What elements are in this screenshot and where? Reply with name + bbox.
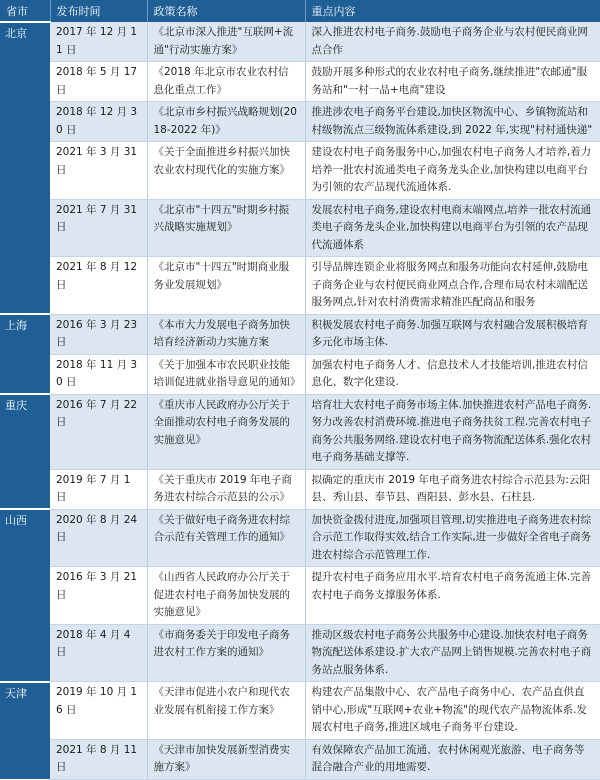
table-row [0,314,600,354]
table-row [0,102,600,142]
table-row [0,624,600,682]
table-row [0,199,600,257]
table-row [0,142,600,200]
date-cell: 2019 年 7 月 1 日 [50,469,147,509]
content-cell: 推动区级农村电子商务公共服务中心建设.加快农村电子商务物流配送体系建设.扩大农产品网上销售规模.完善农村电子商务站点服务体系. [305,624,600,682]
policy-cell: 《北京市乡村振兴战略规划(2018-2022 年)》 [147,102,305,142]
date-cell: 2021 年 7 月 31 日 [50,199,147,257]
content-cell: 引导品牌连锁企业将服务网点和服务功能向农村延伸,鼓励电子商务企业与农村便民商业网点合作,合理布局农村末端配送服务网点,针对农村消费需求精准匹配商品和服务 [305,257,600,315]
date-cell: 2017 年 12 月 11 日 [50,22,147,62]
policy-cell: 《关于做好电子商务进农村综合示范有关管理工作的通知》 [147,509,305,567]
header-policy: 政策名称 [147,0,305,22]
table-row [0,739,600,779]
table-row [0,509,600,567]
content-cell: 提升农村电子商务应用水平.培育农村电子商务流通主体.完善农村电子商务支撑服务体系. [305,567,600,625]
date-cell: 2021 年 3 月 31 日 [50,142,147,200]
policy-cell: 《天津市促进小农户和现代农业发展有机衔接工作方案》 [147,682,305,740]
province-cell: 山西 [0,509,50,682]
table-row [0,257,600,315]
date-cell: 2018 年 5 月 17 日 [50,62,147,102]
policy-cell: 《北京市"十四五"时期乡村振兴战略实施规划》 [147,199,305,257]
date-cell: 2019 年 10 月 16 日 [50,682,147,740]
table-row [0,394,600,469]
policy-cell: 《北京市深入推进"互联网+流通"行动实施方案》 [147,22,305,62]
content-cell: 加快资金拨付进度,加强项目管理,切实推进电子商务进农村综合示范工作取得实效,结合工作实际,进一步做好全省电子商务进农村综合示范管理工作. [305,509,600,567]
policy-cell: 《市商务委关于印发电子商务进农村工作方案的通知》 [147,624,305,682]
content-cell: 有效保障农产品加工流通、农村休闲观光旅游、电子商务等混合融合产业的用地需要. [305,739,600,779]
date-cell: 2016 年 3 月 23 日 [50,314,147,354]
table-row [0,682,600,740]
date-cell: 2016 年 7 月 22 日 [50,394,147,469]
policy-cell: 《2018 年北京市农业农村信息化重点工作》 [147,62,305,102]
policy-cell: 《关于重庆市 2019 年电子商务进农村综合示范县的公示》 [147,469,305,509]
content-cell: 鼓励开展多种形式的农业农村电子商务,继续推进"农邮通"服务站和"一村一品+电商"建设 [305,62,600,102]
policy-cell: 《山西省人民政府办公厅关于促进农村电子商务加快发展的实施意见》 [147,567,305,625]
table-row [0,22,600,62]
date-cell: 2018 年 4 月 4 日 [50,624,147,682]
date-cell: 2018 年 12 月 30 日 [50,102,147,142]
content-cell: 积极发展农村电子商务.加强互联网与农村融合发展积极培育多元化市场主体. [305,314,600,354]
date-cell: 2018 年 11 月 30 日 [50,354,147,394]
date-cell: 2020 年 8 月 24 日 [50,509,147,567]
province-cell: 北京 [0,22,50,314]
policy-cell: 《本市大力发展电子商务加快培育经济新动力实施方案 [147,314,305,354]
province-cell: 天津 [0,682,50,780]
header-date: 发布时间 [50,0,147,22]
policy-cell: 《关于全面推进乡村振兴加快农业农村现代化的实施方案》 [147,142,305,200]
date-cell: 2021 年 8 月 12 日 [50,257,147,315]
table-row [0,469,600,509]
content-cell: 推进涉农电子商务平台建设,加快区物流中心、乡镇物流站和村级物流点三级物流体系建设,到 2022 年,实现"村村通快递" [305,102,600,142]
content-cell: 发展农村电子商务,建设农村电商末端网点,培养一批农村流通类电子商务龙头企业,加快构建以电商平台为引领的农产品现代流通体系 [305,199,600,257]
policy-cell: 《北京市"十四五"时期商业服务业发展规划》 [147,257,305,315]
policy-cell: 《天津市加快发展新型消费实施方案》 [147,739,305,779]
table-row [0,62,600,102]
content-cell: 培育壮大农村电子商务市场主体.加快推进农村产品电子商务.努力改善农村消费环境.推进电子商务扶贫工程.完善农村电子商务公共服务网络.建设农村电子商务物流配送体系.强化农村电子商务基础支撑等. [305,394,600,469]
content-cell: 加强农村电子商务人才、信息技术人才技能培训,推进农村信息化、数字化建设. [305,354,600,394]
policy-cell: 《重庆市人民政府办公厅关于全面推动农村电子商务发展的实施意见》 [147,394,305,469]
table-row [0,354,600,394]
header-province: 省市 [0,0,50,22]
content-cell: 构建农产品集散中心、农产品电子商务中心、农产品直供直销中心,形成"互联网+农业+物流"的现代农产品物流体系.发展农村电子商务,推进区域电子商务平台建设. [305,682,600,740]
header-content: 重点内容 [305,0,600,22]
content-cell: 深入推进农村电子商务.鼓励电子商务企业与农村便民商业网点合作 [305,22,600,62]
policy-cell: 《关于加强本市农民职业技能培训促进就业指导意见的通知》 [147,354,305,394]
table-header-row [0,0,600,22]
province-cell: 重庆 [0,394,50,509]
table-row [0,567,600,625]
date-cell: 2016 年 3 月 21 日 [50,567,147,625]
content-cell: 拟确定的重庆市 2019 年电子商务进农村综合示范县为:云阳县、秀山县、奉节县、酉阳县、彭水县、石柱县. [305,469,600,509]
content-cell: 建设农村电子商务服务中心,加强农村电子商务人才培养,着力培养一批农村流通类电子商务龙头企业,加快构建以电商平台为引领的农产品现代流通体系. [305,142,600,200]
province-cell: 上海 [0,314,50,394]
date-cell: 2021 年 8 月 11 日 [50,739,147,779]
